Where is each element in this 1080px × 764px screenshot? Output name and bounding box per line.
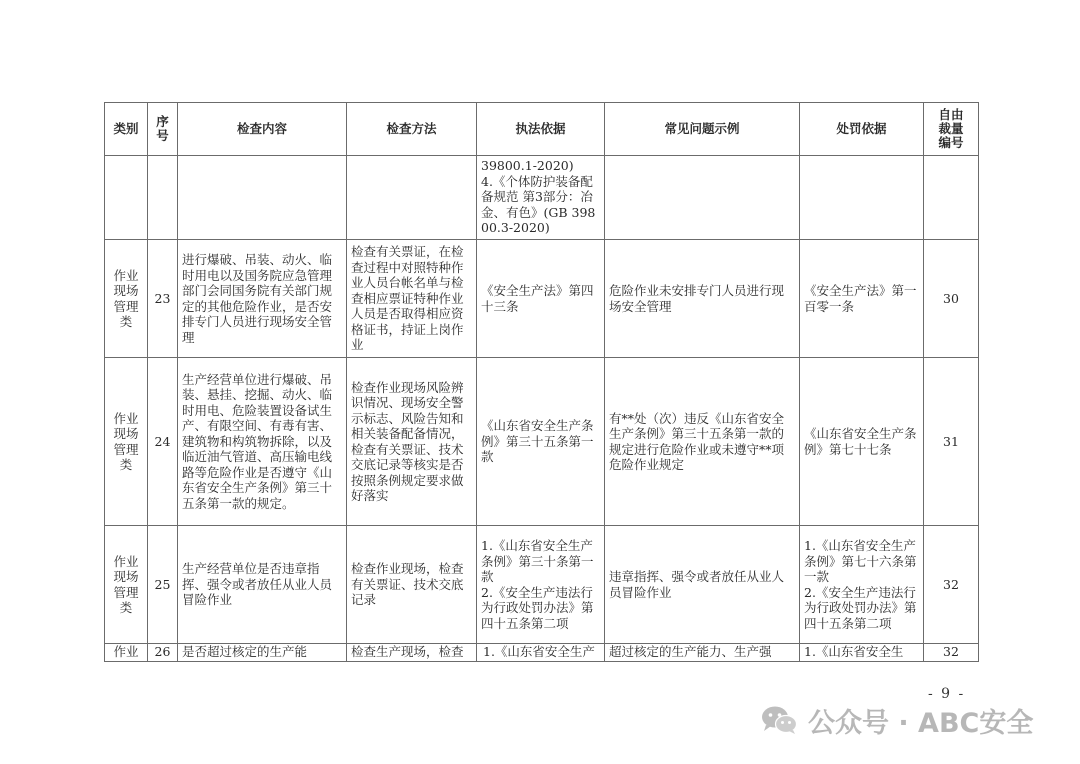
cell-number: 23 <box>148 240 178 358</box>
cell-penalty: 《安全生产法》第一百零一条 <box>800 240 924 358</box>
cell-category: 作业现场管理类 <box>105 358 148 526</box>
cell-penalty: 《山东省安全生产条例》第七十七条 <box>800 358 924 526</box>
cell-penalty: 1.《山东省安全生产条例》第七十六条第一款 2.《安全生产违法行为行政处罚办法》第四十五条第二项 <box>800 526 924 644</box>
cell-problems: 有**处（次）违反《山东省安全生产条例》第三十五条第一款的规定进行危险作业或未遵守**项危险作业规定 <box>605 358 800 526</box>
cell-penalty: 1.《山东省安全生 <box>800 644 924 662</box>
header-discretion-line: 裁量 <box>938 121 964 136</box>
cell-number <box>148 156 178 240</box>
watermark-text: 公众号 · ABC安全 <box>808 707 1034 739</box>
cell-content: 进行爆破、吊装、动火、临时用电以及国务院应急管理部门会同国务院有关部门规定的其他危险作业，是否安排专门人员进行现场安全管理 <box>178 240 347 358</box>
cell-method: 检查有关票证，在检查过程中对照特种作业人员台帐名单与检查相应票证特种作业人员是否取得相应资格证书，持证上岗作业 <box>347 240 477 358</box>
cell-method: 检查生产现场，检查 <box>347 644 477 662</box>
table-row <box>105 156 979 240</box>
inspection-table <box>104 102 979 662</box>
cell-content: 生产经营单位是否违章指挥、强令或者放任从业人员冒险作业 <box>178 526 347 644</box>
cell-category: 作业现场管理类 <box>105 526 148 644</box>
cell-content: 生产经营单位进行爆破、吊装、悬挂、挖掘、动火、临时用电、危险装置设备试生产、有限空间、有毒有害、建筑物和构筑物拆除，以及临近油气管道、高压输电线路等危险作业是否遵守《山东省安全生产条例》第三十五条第一款的规定。 <box>178 358 347 526</box>
cell-penalty <box>800 156 924 240</box>
page-number: - 9 - <box>928 686 966 702</box>
cell-content <box>178 156 347 240</box>
cell-basis: 1.《山东省安全生产条例》第三十条第一款 2.《安全生产违法行为行政处罚办法》第四十五条第二项 <box>477 526 605 644</box>
table-row <box>105 240 979 358</box>
table-row <box>105 526 979 644</box>
header-penalty: 处罚依据 <box>800 103 924 156</box>
cell-content: 是否超过核定的生产能 <box>178 644 347 662</box>
cell-number: 24 <box>148 358 178 526</box>
cell-basis: 39800.1-2020) 4.《个体防护装备配备规范 第3部分：冶金、有色》(GB 39800.3-2020) <box>477 156 605 240</box>
cell-number: 25 <box>148 526 178 644</box>
cell-basis: 1.《山东省安全生产 <box>477 644 605 662</box>
cell-problems: 超过核定的生产能力、生产强 <box>605 644 800 662</box>
cell-basis: 《山东省安全生产条例》第三十五条第一款 <box>477 358 605 526</box>
cell-problems: 危险作业未安排专门人员进行现场安全管理 <box>605 240 800 358</box>
cell-category: 作业 <box>105 644 148 662</box>
cell-discretion: 30 <box>924 240 979 358</box>
cell-method: 检查作业现场风险辨识情况、现场安全警示标志、风险告知和相关装备配备情况，检查有关票证、技术交底记录等核实是否按照条例规定要求做好落实 <box>347 358 477 526</box>
header-discretion-line: 自由 <box>938 107 964 122</box>
header-number <box>148 103 178 156</box>
cell-method: 检查作业现场，检查有关票证、技术交底记录 <box>347 526 477 644</box>
cell-discretion: 32 <box>924 644 979 662</box>
table-row <box>105 358 979 526</box>
header-method: 检查方法 <box>347 103 477 156</box>
header-basis: 执法依据 <box>477 103 605 156</box>
cell-discretion <box>924 156 979 240</box>
cell-category: 作业现场管理类 <box>105 240 148 358</box>
cell-method <box>347 156 477 240</box>
header-content: 检查内容 <box>178 103 347 156</box>
header-discretion-line: 编号 <box>938 135 964 150</box>
header-problems: 常见问题示例 <box>605 103 800 156</box>
cell-problems <box>605 156 800 240</box>
header-number-line: 序 <box>156 114 169 129</box>
watermark <box>760 703 1033 737</box>
cell-discretion: 31 <box>924 358 979 526</box>
header-number-line: 号 <box>156 128 169 143</box>
cell-discretion: 32 <box>924 526 979 644</box>
header-category: 类别 <box>105 103 148 156</box>
table-header-row <box>105 103 979 156</box>
cell-category <box>105 156 148 240</box>
wechat-icon <box>760 705 798 735</box>
table-row <box>105 644 979 662</box>
header-discretion <box>924 103 979 156</box>
cell-basis: 《安全生产法》第四十三条 <box>477 240 605 358</box>
cell-problems: 违章指挥、强令或者放任从业人员冒险作业 <box>605 526 800 644</box>
cell-number: 26 <box>148 644 178 662</box>
